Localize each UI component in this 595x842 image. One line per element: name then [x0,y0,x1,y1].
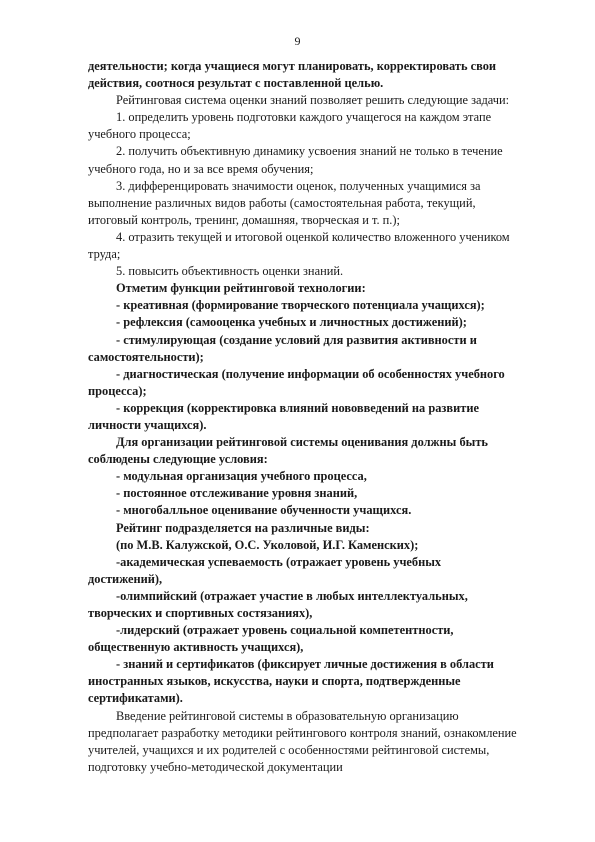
paragraph: - диагностическая (получение информации об особенностях учебного процесса); [88,366,505,398]
paragraph: Для организации рейтинговой системы оценивания должны быть соблюдены следующие условия: [88,435,488,467]
paragraph: - модульная организация учебного процесса, [116,469,367,484]
paragraph: -академическая успеваемость (отражает уровень учебных достижений), [88,554,442,586]
paragraph: - стимулирующая (создание условий для развития активности и самостоятельности); [88,332,477,364]
paragraph: - многобалльное оценивание обученности учащихся. [116,503,412,518]
paragraph: 1. определить уровень подготовки каждого учащегося на каждом этапе учебного процесса; [88,110,492,142]
paragraph: 2. получить объективную динамику усвоения знаний не только в течение учебного года, но и за все время обучения; [88,144,503,176]
paragraph: Отметим функции рейтинговой технологии: [116,281,366,296]
paragraph: - рефлексия (самооценка учебных и личностных достижений); [116,315,467,330]
paragraph: 4. отразить текущей и итоговой оценкой количество вложенного учеником труда; [88,229,510,262]
paragraph: деятельности; когда учащиеся могут планировать, корректировать свои действия, соотнося результат с поставленной целью. [88,59,497,91]
paragraph: (по М.В. Калужской, О.С. Уколовой, И.Г. Каменских); [116,537,419,552]
paragraph: - постоянное отслеживание уровня знаний, [116,486,358,501]
paragraph: 3. дифференцировать значимости оценок, полученных учащимися за выполнение различных видов работы (самостоятельная работа, текущий, итоговый контроль, тренинг, домашняя, творческая и т. п.); [88,178,481,227]
paragraph: Рейтинг подразделяется на различные виды: [116,520,370,535]
paragraph: 5. повысить объективность оценки знаний. [116,264,344,279]
document-body [88,58,518,776]
paragraph: -лидерский (отражает уровень социальной компетентности, общественную активность учащихся), [88,623,454,655]
paragraph: Введение рейтинговой системы в образовательную организацию предполагает разработку методики рейтингового контроля знаний, ознакомление учителей, учащихся и их родителей с особенностями рейтинговой системы, подготовку учебно-методической документации [88,708,517,774]
paragraph: -олимпийский (отражает участие в любых интеллектуальных, творческих и спортивных состязаниях), [88,588,468,620]
paragraph: - знаний и сертификатов (фиксирует личные достижения в области иностранных языков, искусства, науки и спорта, подтвержденные сертификатами). [88,657,494,706]
paragraph: - коррекция (корректировка влияний нововведений на развитие личности учащихся). [88,400,479,432]
page-number: 9 [294,34,301,48]
paragraph: - креативная (формирование творческого потенциала учащихся); [116,298,485,313]
paragraph: Рейтинговая система оценки знаний позволяет решить следующие задачи: [116,93,510,108]
